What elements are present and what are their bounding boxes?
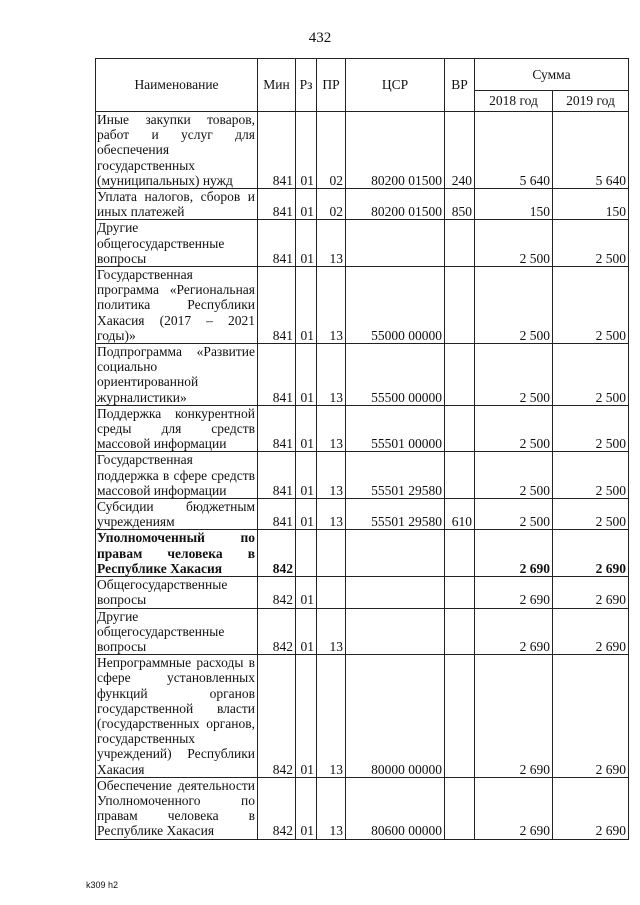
cell-year-2018: 2 690 — [475, 655, 553, 778]
cell-vr — [445, 655, 475, 778]
cell-pr: 13 — [317, 777, 346, 839]
cell-year-2018: 150 — [475, 189, 553, 220]
cell-vr — [445, 405, 475, 452]
cell-year-2018: 2 690 — [475, 530, 553, 577]
cell-year-2019: 2 500 — [553, 220, 629, 267]
cell-csr: 80200 01500 — [346, 112, 445, 189]
cell-pr — [317, 530, 346, 577]
cell-year-2019: 2 500 — [553, 452, 629, 499]
cell-csr: 55500 00000 — [346, 344, 445, 406]
cell-rz: 01 — [296, 608, 317, 655]
cell-name: Поддержка конкурентной среды для средств массовой информации — [96, 405, 258, 452]
cell-rz: 01 — [296, 267, 317, 344]
cell-pr: 13 — [317, 452, 346, 499]
cell-vr — [445, 220, 475, 267]
table-row — [96, 344, 629, 406]
header-vr: ВР — [445, 59, 475, 112]
header-rz: Рз — [296, 59, 317, 112]
cell-rz: 01 — [296, 452, 317, 499]
table-row — [96, 499, 629, 530]
cell-name: Обеспечение деятельности Уполномоченного по правам человека в Республике Хакасия — [96, 777, 258, 839]
cell-year-2019: 2 500 — [553, 267, 629, 344]
page-number: 432 — [308, 30, 332, 46]
cell-year-2019: 2 690 — [553, 577, 629, 608]
cell-year-2019: 2 690 — [553, 530, 629, 577]
cell-min: 841 — [258, 452, 296, 499]
budget-table — [95, 58, 629, 840]
table-row — [96, 608, 629, 655]
cell-pr: 13 — [317, 344, 346, 406]
cell-name: Уплата налогов, сборов и иных платежей — [96, 189, 258, 220]
cell-pr — [317, 577, 346, 608]
cell-rz: 01 — [296, 189, 317, 220]
cell-vr — [445, 577, 475, 608]
cell-year-2018: 2 690 — [475, 577, 553, 608]
header-pr: ПР — [317, 59, 346, 112]
cell-year-2019: 2 690 — [553, 777, 629, 839]
cell-name: Подпрограмма «Развитие социально ориентированной журналистики» — [96, 344, 258, 406]
cell-pr: 13 — [317, 267, 346, 344]
header-min: Мин — [258, 59, 296, 112]
cell-vr — [445, 344, 475, 406]
cell-rz: 01 — [296, 499, 317, 530]
cell-csr — [346, 577, 445, 608]
table-row — [96, 655, 629, 778]
cell-vr — [445, 452, 475, 499]
cell-year-2019: 2 500 — [553, 344, 629, 406]
cell-name: Иные закупки товаров, работ и услуг для обеспечения государственных (муниципальных) нужд — [96, 112, 258, 189]
cell-min: 842 — [258, 608, 296, 655]
cell-name: Государственная программа «Региональная политика Республики Хакасия (2017 – 2021 годы)» — [96, 267, 258, 344]
cell-min: 841 — [258, 220, 296, 267]
table-row — [96, 405, 629, 452]
cell-vr — [445, 530, 475, 577]
cell-year-2018: 2 500 — [475, 267, 553, 344]
table-row — [96, 530, 629, 577]
header-name: Наименование — [96, 59, 258, 112]
header-sum: Сумма — [475, 59, 629, 91]
cell-pr: 13 — [317, 220, 346, 267]
table-body — [96, 112, 629, 840]
cell-csr: 55501 29580 — [346, 499, 445, 530]
cell-year-2018: 2 500 — [475, 344, 553, 406]
cell-csr: 55000 00000 — [346, 267, 445, 344]
table-row — [96, 220, 629, 267]
cell-name: Государственная поддержка в сфере средств массовой информации — [96, 452, 258, 499]
cell-csr: 80600 00000 — [346, 777, 445, 839]
cell-year-2019: 2 690 — [553, 608, 629, 655]
cell-csr: 80000 00000 — [346, 655, 445, 778]
cell-csr — [346, 608, 445, 655]
cell-year-2019: 2 500 — [553, 405, 629, 452]
cell-csr: 55501 29580 — [346, 452, 445, 499]
cell-rz: 01 — [296, 112, 317, 189]
cell-year-2019: 5 640 — [553, 112, 629, 189]
table-row — [96, 267, 629, 344]
cell-min: 842 — [258, 577, 296, 608]
cell-year-2019: 2 690 — [553, 655, 629, 778]
footer-code: k309 h2 — [86, 880, 119, 890]
cell-pr: 13 — [317, 608, 346, 655]
cell-vr: 610 — [445, 499, 475, 530]
table-row — [96, 112, 629, 189]
cell-year-2018: 2 690 — [475, 777, 553, 839]
cell-rz: 01 — [296, 655, 317, 778]
cell-rz: 01 — [296, 577, 317, 608]
header-csr: ЦСР — [346, 59, 445, 112]
table-row — [96, 777, 629, 839]
cell-year-2018: 2 690 — [475, 608, 553, 655]
cell-pr: 13 — [317, 405, 346, 452]
cell-year-2019: 150 — [553, 189, 629, 220]
cell-rz — [296, 530, 317, 577]
cell-min: 841 — [258, 189, 296, 220]
cell-vr — [445, 267, 475, 344]
cell-min: 841 — [258, 405, 296, 452]
cell-csr: 80200 01500 — [346, 189, 445, 220]
cell-pr: 02 — [317, 189, 346, 220]
cell-rz: 01 — [296, 344, 317, 406]
cell-min: 841 — [258, 267, 296, 344]
cell-csr — [346, 530, 445, 577]
cell-name: Непрограммные расходы в сфере установленных функций органов государственной власти (государственных органов, государственных учреждений) Республики Хакасия — [96, 655, 258, 778]
cell-min: 842 — [258, 655, 296, 778]
table-row — [96, 577, 629, 608]
cell-name: Общегосударственные вопросы — [96, 577, 258, 608]
cell-pr: 13 — [317, 499, 346, 530]
cell-vr — [445, 608, 475, 655]
cell-min: 842 — [258, 530, 296, 577]
cell-name: Уполномоченный по правам человека в Республике Хакасия — [96, 530, 258, 577]
cell-min: 841 — [258, 499, 296, 530]
cell-pr: 02 — [317, 112, 346, 189]
header-2019: 2019 год — [553, 91, 629, 112]
cell-min: 841 — [258, 344, 296, 406]
cell-vr: 240 — [445, 112, 475, 189]
cell-year-2018: 2 500 — [475, 405, 553, 452]
table-row — [96, 452, 629, 499]
cell-name: Субсидии бюджетным учреждениям — [96, 499, 258, 530]
cell-year-2018: 5 640 — [475, 112, 553, 189]
cell-min: 842 — [258, 777, 296, 839]
cell-pr: 13 — [317, 655, 346, 778]
cell-vr: 850 — [445, 189, 475, 220]
cell-year-2019: 2 500 — [553, 499, 629, 530]
cell-vr — [445, 777, 475, 839]
cell-year-2018: 2 500 — [475, 499, 553, 530]
cell-name: Другие общегосударственные вопросы — [96, 220, 258, 267]
table-row — [96, 189, 629, 220]
header-2018: 2018 год — [475, 91, 553, 112]
cell-rz: 01 — [296, 220, 317, 267]
cell-name: Другие общегосударственные вопросы — [96, 608, 258, 655]
cell-min: 841 — [258, 112, 296, 189]
cell-year-2018: 2 500 — [475, 220, 553, 267]
cell-csr: 55501 00000 — [346, 405, 445, 452]
cell-rz: 01 — [296, 405, 317, 452]
cell-rz: 01 — [296, 777, 317, 839]
cell-csr — [346, 220, 445, 267]
cell-year-2018: 2 500 — [475, 452, 553, 499]
